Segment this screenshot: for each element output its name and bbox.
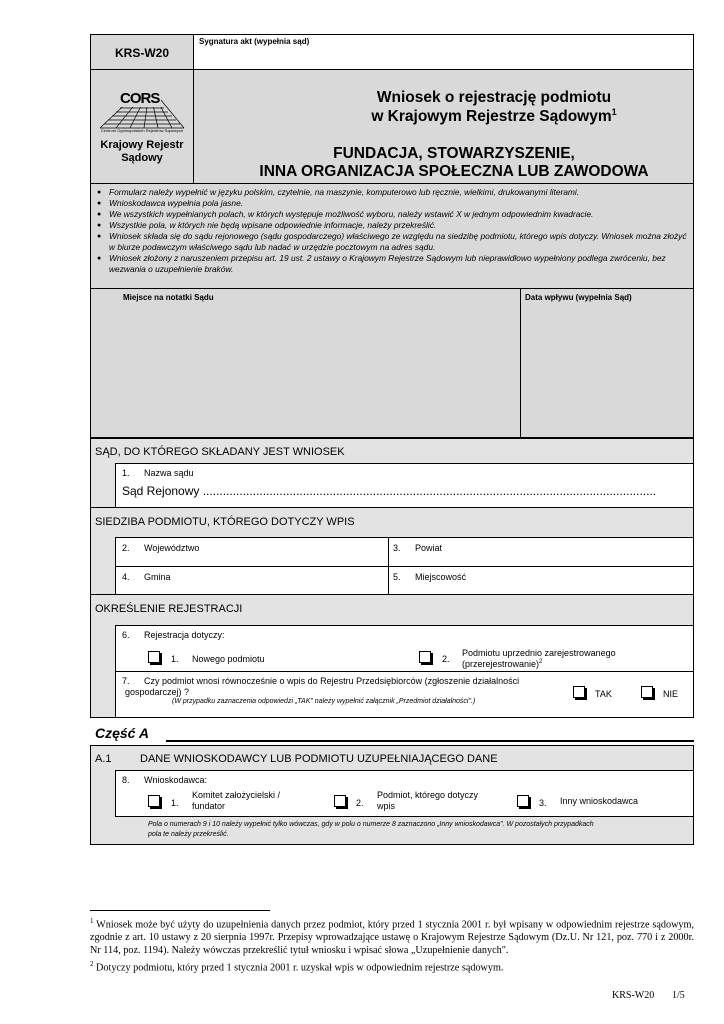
business-register-question-1: Czy podmiot wnosi równocześnie o wpis do Rejestru Przedsiębiorców (zgłoszenie działalności xyxy=(144,676,520,686)
field-number: 4. xyxy=(122,572,130,582)
form-title-1: Wniosek o rejestrację podmiotu xyxy=(376,89,612,106)
field-number: 6. xyxy=(122,630,130,640)
business-register-hint: (W przypadku zaznaczenia odpowiedzi „TAK" należy wypełnić załącznik „Przedmiot działalności".) xyxy=(172,698,476,705)
court-notes-area xyxy=(90,288,694,438)
checkbox-new-entity[interactable] xyxy=(148,651,160,663)
instructions-list xyxy=(93,187,687,275)
option-number: 1. xyxy=(171,798,179,808)
option-entity-concerned-1: Podmiot, którego dotyczy xyxy=(377,790,479,800)
option-founding-committee-2: fundator xyxy=(192,801,226,811)
court-notes-label: Miejsce na notatki Sądu xyxy=(123,293,214,302)
option-number: 2. xyxy=(356,798,364,808)
option-other-applicant: Inny wnioskodawca xyxy=(560,796,639,806)
registry-name-1: Krajowy Rejestr xyxy=(100,139,184,151)
receipt-date-label: Data wpływu (wypełnia Sąd) xyxy=(525,293,632,302)
form-code: KRS-W20 xyxy=(114,46,169,60)
part-a-rule xyxy=(166,740,694,742)
option-number: 2. xyxy=(442,654,450,664)
checkbox-other-applicant[interactable] xyxy=(517,795,529,807)
court-name-label: Nazwa sądu xyxy=(144,468,194,478)
form-subtitle-2: INNA ORGANIZACJA SPOŁECZNA LUB ZAWODOWA xyxy=(259,163,649,180)
option-number: 1. xyxy=(171,654,179,664)
signature-label: Sygnatura akt (wypełnia sąd) xyxy=(199,37,310,46)
footnote-2 xyxy=(90,958,694,974)
registry-name-2: Sądowy xyxy=(121,152,163,164)
instructions-block xyxy=(90,183,694,289)
a1-number: A.1 xyxy=(95,753,112,765)
footnote-1-text: Wniosek może być użyty do uzupełnienia danych przez podmiot, który przed 1 stycznia 2001 r. był wpisany w odpowiednim rejestrze sądowym, zgodnie z art. 10 ustawy z 20 sierpnia 1997r. Przepisy wprowadzające ustawę o Krajowym Rejestrze Sądowym (Dz.U. Nr 121, poz. 770 i z 2000r. Nr 114, poz. 1194). Należy wówczas przekreślić tytuł wniosku i wpisać słowa „Uzupełnienie danych". xyxy=(90,919,694,957)
option-new-entity-label: Nowego podmiotu xyxy=(192,654,265,664)
footnote-2-mark: 2 xyxy=(90,960,94,968)
option-re-registration-line1: Podmiotu uprzednio zarejestrowanego xyxy=(462,648,616,658)
checkbox-founding-committee[interactable] xyxy=(148,795,160,807)
municipality-label: Gmina xyxy=(144,572,171,582)
field-number: 2. xyxy=(122,543,130,553)
county-label: Powiat xyxy=(415,543,443,553)
page-number: 1/5 xyxy=(672,990,685,1001)
option-founding-committee-1: Komitet założycielski / xyxy=(192,790,281,800)
logo-text: CORS xyxy=(120,90,160,107)
form-title-footnote-ref: 1 xyxy=(611,107,617,117)
instruction-item: ● Wszystkie pola, w których nie będą wpisane odpowiednie informacje, należy przekreślić. xyxy=(93,220,687,231)
form-subtitle-1: FUNDACJA, STOWARZYSZENIE, xyxy=(333,145,575,162)
instruction-item: ● Formularz należy wypełnić w języku polskim, czytelnie, na maszynie, komputerowo lub ręcznie, wielkimi, drukowanymi literami. xyxy=(93,187,687,198)
field-number: 3. xyxy=(393,543,401,553)
field-number: 5. xyxy=(393,572,401,582)
instruction-item: ● Wnioskodawca wypełnia pola jasne. xyxy=(93,198,687,209)
locality-label: Miejscowość xyxy=(415,572,467,582)
voivodeship-label: Województwo xyxy=(144,543,200,553)
footnote-1-mark: 1 xyxy=(90,917,94,925)
field-number: 1. xyxy=(122,468,130,478)
footnote-ref: 2 xyxy=(539,659,543,665)
seat-section-heading: SIEDZIBA PODMIOTU, KTÓREGO DOTYCZY WPIS xyxy=(95,516,355,528)
form-title-2 xyxy=(194,107,694,126)
footnote-1 xyxy=(90,915,694,957)
business-register-question-2: gospodarczej) ? xyxy=(125,687,190,697)
form-title-2-text: w Krajowym Rejestrze Sądowym xyxy=(371,108,612,126)
checkbox-entity-concerned[interactable] xyxy=(334,795,346,807)
instruction-item: ● Wniosek składa się do sądu rejonowego (sądu gospodarczego) właściwego ze względu na siedzibę podmiotu, którego wpis dotyczy. Wniosek można złożyć w biurze podawczym właściwego sądu lub nadać w urzędzie pocztowym na adres sądu. xyxy=(93,231,687,253)
option-re-registration-line2 xyxy=(462,659,542,669)
registration-section-heading: OKREŚLENIE REJESTRACJI xyxy=(95,603,243,615)
no-label: NIE xyxy=(663,689,679,699)
field-number: 8. xyxy=(122,775,130,785)
checkbox-no[interactable] xyxy=(641,686,653,698)
logo-subtext: Centrum Ogólnopolskich Rejestrów Sądowych xyxy=(100,128,184,133)
instruction-item: ● We wszystkich wypełnianych polach, w których występuje możliwość wyboru, należy wstawić X w jednym odpowiednim kwadracie. xyxy=(93,209,687,220)
checkbox-yes[interactable] xyxy=(573,686,585,698)
court-name-value: Sąd Rejonowy ........................................................................................................................................ xyxy=(122,484,657,498)
footnote-2-text: Dotyczy podmiotu, który przed 1 stycznia 2001 r. uzyskał wpis w odpowiednim rejestrze sądowym. xyxy=(93,962,504,974)
footnote-rule xyxy=(90,910,270,911)
applicant-label: Wnioskodawca: xyxy=(144,775,208,785)
part-a-note-1: Pola o numerach 9 i 10 należy wypełnić tylko wówczas, gdy w polu o numerze 8 zaznaczono „Inny wnioskodawca". W pozostałych przypadkach xyxy=(148,821,594,828)
page-footer-code: KRS-W20 xyxy=(612,990,655,1001)
option-number: 3. xyxy=(539,798,547,808)
a1-title: DANE WNIOSKODAWCY LUB PODMIOTU UZUPEŁNIAJĄCEGO DANE xyxy=(140,753,498,765)
option-re-registration-text: (przerejestrowanie) xyxy=(462,659,540,669)
field-number: 7. xyxy=(122,676,130,686)
yes-label: TAK xyxy=(595,689,612,699)
option-entity-concerned-2: wpis xyxy=(377,801,396,811)
instruction-item: ● Wniosek złożony z naruszeniem przepisu art. 19 ust. 2 ustawy o Krajowym Rejestrze Sądowym lub nieprawidłowo wypełniony podlega zwróceniu, bez wezwania o uzupełnienie braków. xyxy=(93,253,687,275)
registration-type-label: Rejestracja dotyczy: xyxy=(144,630,225,640)
part-a-heading: Część A xyxy=(95,725,149,741)
court-notes-divider xyxy=(520,288,521,438)
checkbox-re-registration[interactable] xyxy=(419,651,431,663)
part-a-note-2: pola te należy przekreślić. xyxy=(148,831,229,838)
court-section-heading: SĄD, DO KTÓREGO SKŁADANY JEST WNIOSEK xyxy=(95,446,345,458)
